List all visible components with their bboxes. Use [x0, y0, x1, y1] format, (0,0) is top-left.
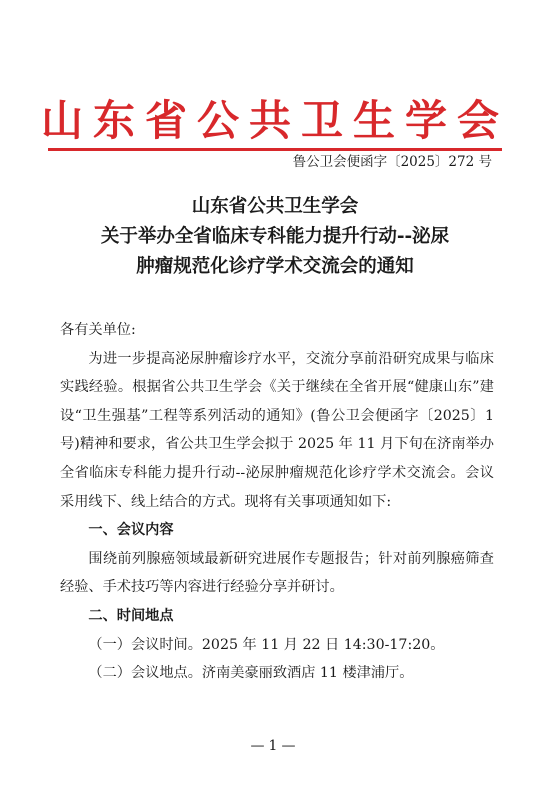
title-line-3: 肿瘤规范化诊疗学术交流会的通知	[136, 256, 414, 277]
section-1-heading: 一、会议内容	[88, 522, 174, 539]
title-line-1: 山东省公共卫生学会	[191, 196, 359, 217]
document-body	[60, 316, 494, 688]
masthead-org-name: 山东省公共卫生学会	[40, 96, 509, 145]
intro-paragraph: 为进一步提高泌尿肿瘤诊疗水平，交流分享前沿研究成果与临床实践经验。根据省公共卫生学会《关于继续在全省开展“健康山东”建设“卫生强基”工程等系列活动的通知》(鲁公卫会便函字〔2025〕1 号)精神和要求，省公共卫生学会拟于 2025 年 11 月下旬在济南举办全省临床专科能力提升行动--泌尿肿瘤规范化诊疗学术交流会。会议采用线下、线上结合的方式。现将有关事项通知如下:	[60, 350, 494, 510]
salutation: 各有关单位:	[60, 322, 136, 338]
title-line-2: 关于举办全省临床专科能力提升行动--泌尿	[100, 226, 450, 247]
section-2-item-time: （一）会议时间。2025 年 11 月 22 日 14:30-17:20。	[88, 636, 445, 653]
section-2-item-venue: （二）会议地点。济南美豪丽致酒店 11 楼津浦厅。	[88, 665, 414, 682]
page-number: —1—	[250, 738, 300, 754]
document-number: 鲁公卫会便函字〔2025〕272 号	[292, 154, 492, 170]
section-2-heading: 二、时间地点	[88, 607, 174, 624]
section-1-text: 围绕前列腺癌领域最新研究进展作专题报告；针对前列腺癌筛查经验、手术技巧等内容进行经验分享并研讨。	[60, 550, 494, 596]
document-title	[40, 192, 510, 282]
